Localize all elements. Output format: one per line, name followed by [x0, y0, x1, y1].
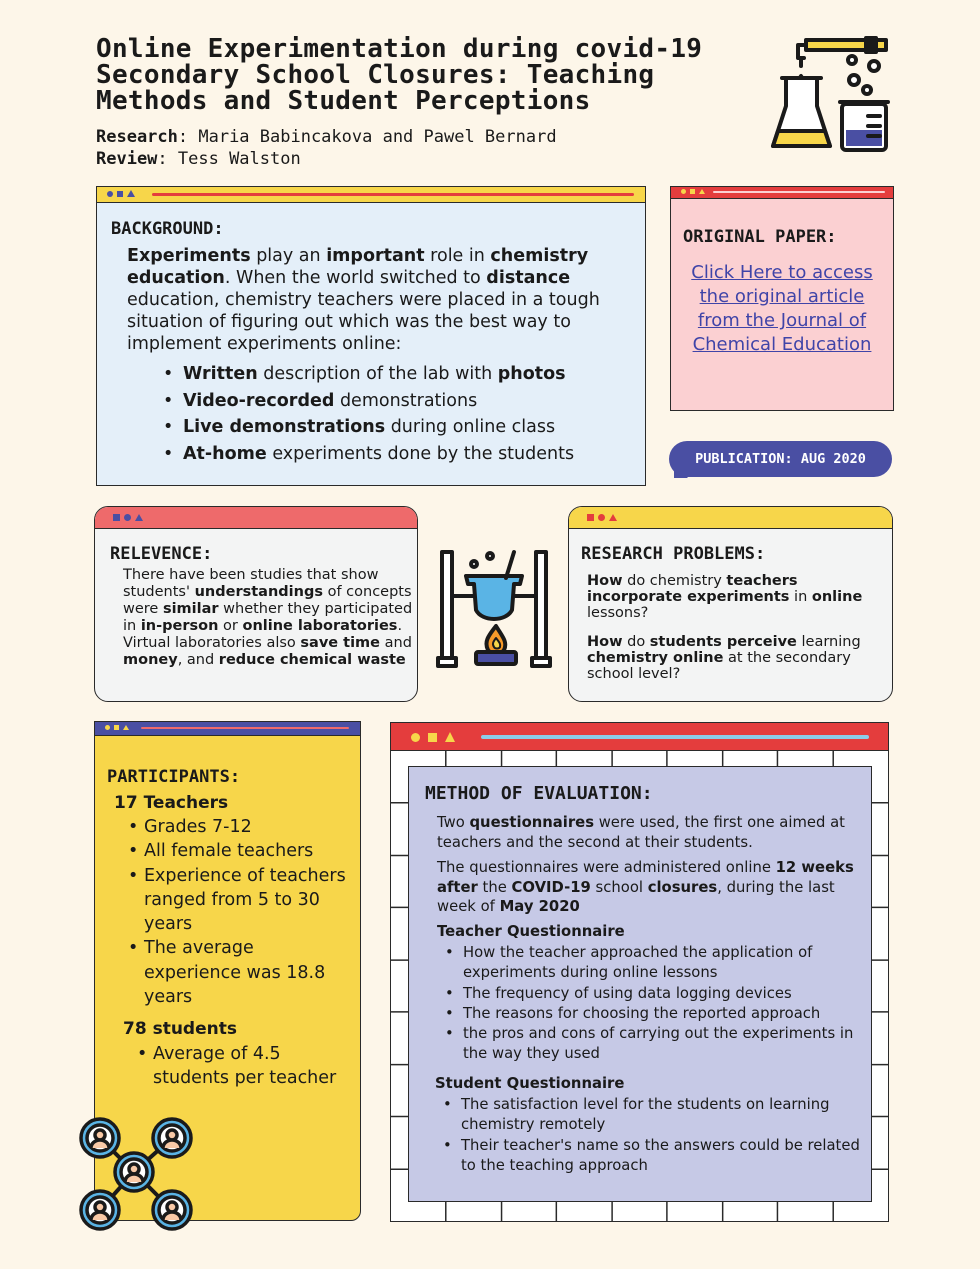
publication-badge: PUBLICATION: AUG 2020	[669, 441, 892, 477]
window-titlebar	[569, 507, 892, 529]
participants-heading: PARTICIPANTS:	[107, 767, 241, 787]
teacher-questionnaire-label: Teacher Questionnaire	[437, 923, 625, 940]
experiment-methods-list	[183, 361, 574, 467]
relevence-panel	[94, 506, 418, 702]
method-panel	[408, 766, 872, 1202]
list-item: • The frequency of using data logging devices	[463, 984, 863, 1004]
student-questionnaire-label: Student Questionnaire	[435, 1075, 625, 1092]
research-problems-heading: RESEARCH PROBLEMS:	[581, 544, 766, 564]
method-heading: METHOD OF EVALUATION:	[425, 783, 653, 804]
people-network-icon	[76, 1114, 196, 1234]
list-item: • The average experience was 18.8 years	[144, 936, 354, 1009]
window-titlebar	[95, 507, 417, 529]
list-item: • The reasons for choosing the reported approach	[463, 1004, 863, 1024]
window-titlebar	[97, 187, 645, 203]
list-item: • All female teachers	[144, 839, 354, 863]
research-authors: : Maria Babincakova and Pawel Bernard	[177, 127, 557, 147]
relevence-heading: RELEVENCE:	[110, 544, 213, 564]
research-question-1: How do chemistry teachers incorporate experiments in online lessons?	[587, 573, 863, 621]
teachers-count: 17 Teachers	[114, 793, 229, 813]
titlebar-line	[481, 735, 869, 739]
research-problems-panel	[568, 506, 893, 702]
window-titlebar	[95, 722, 360, 736]
list-item: • The satisfaction level for the students on learning chemistry remotely	[461, 1095, 861, 1136]
list-item: • Live demonstrations during online class	[183, 414, 574, 441]
list-item: • Written description of the lab with photos	[183, 361, 574, 388]
relevence-text: There have been studies that show students' understandings of concepts were similar whether they participated in in-person or online laboratories. Virtual laboratories also save time and money, and reduce chemical waste	[123, 567, 413, 668]
teacher-questionnaire-list	[463, 943, 863, 1065]
original-paper-panel	[670, 186, 894, 411]
original-article-link[interactable]: Click Here to access the original article from the Journal of Chemical Education	[691, 262, 873, 355]
background-panel	[96, 186, 646, 486]
titlebar-line	[141, 727, 349, 729]
bunsen-burner-icon	[436, 548, 552, 670]
list-item: • Video-recorded demonstrations	[183, 388, 574, 415]
window-titlebar	[671, 187, 893, 199]
list-item: • Their teacher's name so the answers could be related to the teaching approach	[461, 1136, 861, 1177]
student-details-list	[153, 1042, 353, 1091]
background-intro: Experiments play an important role in chemistry education. When the world switched to distance education, chemistry teachers were placed in a tough situation of figuring out which was the best way to implement experiments online:	[127, 246, 600, 354]
list-item: • Grades 7-12	[144, 815, 354, 839]
students-count: 78 students	[123, 1019, 237, 1039]
titlebar-line	[713, 191, 885, 193]
student-questionnaire-list	[461, 1095, 861, 1176]
credits	[96, 126, 557, 170]
method-window-titlebar	[390, 722, 889, 751]
background-heading: BACKGROUND:	[111, 219, 224, 239]
reviewer: : Tess Walston	[157, 149, 301, 169]
method-paragraph-2: The questionnaires were administered online 12 weeks after the COVID-19 school closures, during the last week of May 2020	[437, 859, 854, 915]
list-item: • Experience of teachers ranged from 5 to 30 years	[144, 864, 354, 937]
research-question-2: How do students perceive learning chemistry online at the secondary school level?	[587, 634, 861, 682]
review-label: Review	[96, 149, 158, 169]
list-item: • How the teacher approached the application of experiments during online lessons	[463, 943, 863, 984]
titlebar-line	[152, 193, 634, 196]
teacher-details-list	[144, 815, 354, 1009]
page-title: Online Experimentation during covid-19 Secondary School Closures: Teaching Methods and Student Perceptions	[96, 34, 703, 116]
list-item: • the pros and cons of carrying out the experiments in the way they used	[463, 1024, 863, 1065]
list-item: • At-home experiments done by the students	[183, 441, 574, 468]
research-label: Research	[96, 127, 178, 147]
list-item: • Average of 4.5 students per teacher	[153, 1042, 353, 1091]
lab-glassware-icon	[770, 36, 890, 158]
method-paragraph-1: Two questionnaires were used, the first one aimed at teachers and the second at their students.	[437, 814, 845, 851]
original-paper-heading: ORIGINAL PAPER:	[683, 227, 837, 247]
